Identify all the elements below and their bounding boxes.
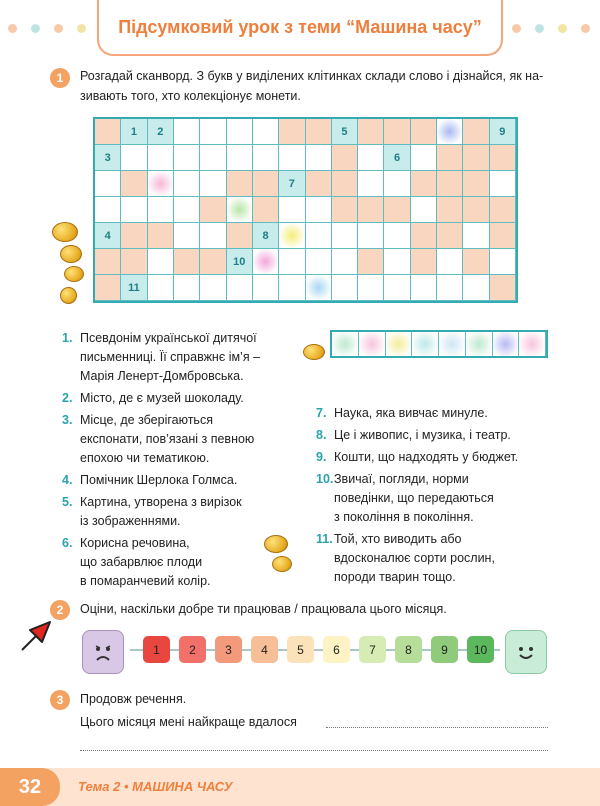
- highlighted-cell[interactable]: [437, 119, 463, 145]
- grid-cell[interactable]: [306, 119, 332, 145]
- grid-cell[interactable]: [253, 197, 279, 223]
- answer-letter-cell[interactable]: [332, 332, 359, 356]
- grid-cell[interactable]: [95, 171, 121, 197]
- answer-line-2[interactable]: [80, 750, 548, 751]
- grid-cell[interactable]: [279, 249, 305, 275]
- clue-text: Картина, утворена з вирізок із зображеннями.: [80, 495, 242, 528]
- grid-clue-cell[interactable]: 1: [121, 119, 147, 145]
- coin-icon: [60, 287, 77, 304]
- clue-number: 1.: [62, 331, 73, 345]
- clue-item: [62, 411, 254, 468]
- clue-item: [316, 404, 488, 423]
- clue-text: Звичаї, погляди, норми поведінки, що передаються з покоління в покоління.: [334, 472, 494, 524]
- clue-number: 11.: [316, 532, 333, 546]
- coin-icon: [64, 266, 84, 282]
- grid-cell[interactable]: [174, 223, 200, 249]
- grid-cell[interactable]: [148, 275, 174, 301]
- clue-text: Місто, де є музей шоколаду.: [80, 391, 244, 405]
- grid-cell[interactable]: [384, 197, 410, 223]
- grid-cell[interactable]: [227, 223, 253, 249]
- grid-cell[interactable]: [411, 145, 437, 171]
- grid-cell[interactable]: [358, 223, 384, 249]
- task-2-instructions: Оціни, наскільки добре ти працював / працювала цього місяця.: [80, 602, 447, 616]
- grid-cell[interactable]: [95, 249, 121, 275]
- grid-cell[interactable]: [490, 171, 516, 197]
- grid-cell[interactable]: [437, 275, 463, 301]
- self-assessment-scale[interactable]: [143, 636, 494, 663]
- grid-cell[interactable]: [358, 249, 384, 275]
- grid-clue-cell[interactable]: 10: [227, 249, 253, 275]
- scale-option-8[interactable]: 8: [395, 636, 422, 663]
- clue-number: 2.: [62, 391, 73, 405]
- grid-cell[interactable]: [384, 249, 410, 275]
- task-1-number: 1: [50, 68, 70, 88]
- grid-cell[interactable]: [437, 197, 463, 223]
- clue-number: 4.: [62, 473, 73, 487]
- task-3-sentence: Цього місяця мені найкраще вдалося: [80, 715, 297, 729]
- answer-letter-cell[interactable]: [439, 332, 466, 356]
- grid-cell[interactable]: [490, 197, 516, 223]
- arrow-pointer-icon: [16, 616, 56, 656]
- clue-item: [62, 471, 237, 490]
- grid-cell[interactable]: [411, 249, 437, 275]
- scale-option-3[interactable]: 3: [215, 636, 242, 663]
- grid-cell[interactable]: [148, 223, 174, 249]
- clue-text: Кошти, що надходять у бюджет.: [334, 450, 519, 464]
- scale-option-5[interactable]: 5: [287, 636, 314, 663]
- grid-cell[interactable]: [332, 223, 358, 249]
- grid-cell[interactable]: [227, 145, 253, 171]
- grid-cell[interactable]: [332, 171, 358, 197]
- grid-cell[interactable]: [227, 275, 253, 301]
- grid-cell[interactable]: [121, 197, 147, 223]
- grid-cell[interactable]: [358, 197, 384, 223]
- coin-icon: [60, 245, 82, 263]
- grid-cell[interactable]: [490, 145, 516, 171]
- grid-cell[interactable]: [95, 275, 121, 301]
- grid-cell[interactable]: [411, 197, 437, 223]
- grid-clue-cell[interactable]: 3: [95, 145, 121, 171]
- grid-cell[interactable]: [411, 119, 437, 145]
- decorative-dots-right: [512, 24, 600, 33]
- task-3-instructions: Продовж речення.: [80, 692, 187, 706]
- clue-item: [316, 448, 518, 467]
- coin-icon: [264, 535, 288, 553]
- grid-cell[interactable]: [200, 171, 226, 197]
- scale-option-4[interactable]: 4: [251, 636, 278, 663]
- answer-letter-cell[interactable]: [519, 332, 546, 356]
- grid-cell[interactable]: [121, 145, 147, 171]
- grid-cell[interactable]: [437, 171, 463, 197]
- answer-letter-cell[interactable]: [359, 332, 386, 356]
- grid-cell[interactable]: [174, 249, 200, 275]
- grid-cell[interactable]: [174, 145, 200, 171]
- grid-cell[interactable]: [358, 119, 384, 145]
- answer-strip[interactable]: [330, 330, 548, 358]
- highlighted-cell[interactable]: [227, 197, 253, 223]
- clue-text: Місце, де зберігаються експонати, пов’язані з певною епохою чи тематикою.: [80, 413, 255, 465]
- grid-cell[interactable]: [384, 171, 410, 197]
- grid-cell[interactable]: [306, 223, 332, 249]
- task-2-number: 2: [50, 600, 70, 620]
- clue-text: Наука, яка вивчає минуле.: [334, 406, 488, 420]
- grid-cell[interactable]: [463, 119, 489, 145]
- grid-cell[interactable]: [411, 275, 437, 301]
- highlighted-cell[interactable]: [279, 223, 305, 249]
- grid-cell[interactable]: [306, 171, 332, 197]
- clue-number: 6.: [62, 536, 73, 550]
- answer-letter-cell[interactable]: [493, 332, 520, 356]
- grid-cell[interactable]: [463, 171, 489, 197]
- grid-cell[interactable]: [279, 197, 305, 223]
- grid-cell[interactable]: [174, 275, 200, 301]
- scale-option-1[interactable]: 1: [143, 636, 170, 663]
- grid-cell[interactable]: [463, 197, 489, 223]
- grid-clue-cell[interactable]: 5: [332, 119, 358, 145]
- grid-cell[interactable]: [358, 171, 384, 197]
- grid-cell[interactable]: [279, 275, 305, 301]
- scale-option-7[interactable]: 7: [359, 636, 386, 663]
- grid-cell[interactable]: [358, 275, 384, 301]
- grid-cell[interactable]: [200, 275, 226, 301]
- grid-cell[interactable]: [148, 249, 174, 275]
- grid-cell[interactable]: [200, 249, 226, 275]
- footer-topic: Тема 2 • МАШИНА ЧАСУ: [78, 779, 233, 794]
- highlighted-cell[interactable]: [253, 249, 279, 275]
- grid-cell[interactable]: [95, 197, 121, 223]
- grid-cell[interactable]: [174, 197, 200, 223]
- clue-text: Корисна речовина, що забарвлює плоди в помаранчевий колір.: [80, 536, 211, 588]
- grid-clue-cell[interactable]: 8: [253, 223, 279, 249]
- grid-clue-cell[interactable]: 9: [490, 119, 516, 145]
- grid-cell[interactable]: [227, 171, 253, 197]
- grid-cell[interactable]: [358, 145, 384, 171]
- grid-cell[interactable]: [279, 145, 305, 171]
- grid-cell[interactable]: [463, 223, 489, 249]
- grid-cell[interactable]: [200, 145, 226, 171]
- grid-clue-cell[interactable]: 2: [148, 119, 174, 145]
- scale-option-9[interactable]: 9: [431, 636, 458, 663]
- sad-face-icon: [82, 630, 124, 674]
- grid-cell[interactable]: [306, 145, 332, 171]
- scale-option-2[interactable]: 2: [179, 636, 206, 663]
- grid-cell[interactable]: [200, 197, 226, 223]
- coin-icon: [52, 222, 78, 242]
- answer-line-1[interactable]: [326, 727, 548, 728]
- grid-cell[interactable]: [306, 249, 332, 275]
- grid-cell[interactable]: [411, 223, 437, 249]
- grid-cell[interactable]: [384, 119, 410, 145]
- grid-cell[interactable]: [463, 249, 489, 275]
- clue-number: 5.: [62, 495, 73, 509]
- task-1-line-1: Розгадай сканворд. З букв у виділених клітинках склади слово і дізнайся, як на-: [80, 69, 544, 83]
- grid-cell[interactable]: [121, 223, 147, 249]
- grid-cell[interactable]: [121, 171, 147, 197]
- grid-cell[interactable]: [490, 249, 516, 275]
- grid-clue-cell[interactable]: 7: [279, 171, 305, 197]
- grid-cell[interactable]: [332, 275, 358, 301]
- grid-cell[interactable]: [437, 145, 463, 171]
- grid-cell[interactable]: [384, 275, 410, 301]
- grid-cell[interactable]: [463, 145, 489, 171]
- grid-cell[interactable]: [253, 275, 279, 301]
- scale-option-6[interactable]: 6: [323, 636, 350, 663]
- answer-letter-cell[interactable]: [412, 332, 439, 356]
- grid-cell[interactable]: [200, 223, 226, 249]
- coin-icon: [303, 344, 325, 360]
- grid-cell[interactable]: [148, 197, 174, 223]
- answer-letter-cell[interactable]: [386, 332, 413, 356]
- coin-icon: [272, 556, 292, 572]
- grid-cell[interactable]: [490, 275, 516, 301]
- grid-cell[interactable]: [253, 171, 279, 197]
- grid-cell[interactable]: [384, 223, 410, 249]
- happy-face-icon: [505, 630, 547, 674]
- grid-cell[interactable]: [490, 223, 516, 249]
- grid-cell[interactable]: [332, 249, 358, 275]
- grid-cell[interactable]: [253, 145, 279, 171]
- clue-item: [62, 389, 244, 408]
- task-3-number: 3: [50, 690, 70, 710]
- clue-item: [316, 426, 511, 445]
- grid-cell[interactable]: [200, 119, 226, 145]
- clue-number: 9.: [316, 450, 327, 464]
- grid-cell[interactable]: [437, 249, 463, 275]
- grid-cell[interactable]: [174, 119, 200, 145]
- clue-item: [316, 530, 495, 587]
- highlighted-cell[interactable]: [148, 171, 174, 197]
- page-title-text: Підсумковий урок з теми “Машина часу”: [118, 16, 482, 37]
- grid-cell[interactable]: [437, 223, 463, 249]
- grid-cell[interactable]: [121, 249, 147, 275]
- grid-cell[interactable]: [411, 171, 437, 197]
- task-1-line-2: зивають того, хто колекціонує монети.: [80, 89, 301, 103]
- answer-letter-cell[interactable]: [466, 332, 493, 356]
- scale-option-10[interactable]: 10: [467, 636, 494, 663]
- clue-number: 3.: [62, 413, 73, 427]
- grid-clue-cell[interactable]: 6: [384, 145, 410, 171]
- grid-cell[interactable]: [279, 119, 305, 145]
- clue-number: 7.: [316, 406, 327, 420]
- clue-text: Той, хто виводить або вдосконалює сорти рослин, породи тварин тощо.: [334, 532, 495, 584]
- grid-clue-cell[interactable]: 11: [121, 275, 147, 301]
- grid-clue-cell[interactable]: 4: [95, 223, 121, 249]
- clue-number: 10.: [316, 472, 334, 486]
- grid-cell[interactable]: [148, 145, 174, 171]
- grid-cell[interactable]: [227, 119, 253, 145]
- clue-text: Це і живопис, і музика, і театр.: [334, 428, 511, 442]
- clue-item: [62, 329, 260, 386]
- grid-cell[interactable]: [332, 145, 358, 171]
- clue-text: Помічник Шерлока Голмса.: [80, 473, 238, 487]
- page-number: 32: [0, 768, 60, 806]
- grid-cell[interactable]: [174, 171, 200, 197]
- highlighted-cell[interactable]: [306, 275, 332, 301]
- clue-number: 8.: [316, 428, 327, 442]
- grid-cell[interactable]: [306, 197, 332, 223]
- clue-item: [62, 493, 242, 531]
- clue-item: [316, 470, 494, 527]
- grid-cell[interactable]: [332, 197, 358, 223]
- page-title: [97, 0, 503, 56]
- grid-cell[interactable]: [253, 119, 279, 145]
- clue-text: Псевдонім української дитячої письменниці. Її справжнє ім’я – Марія Ленерт-Домбровська.: [80, 331, 261, 383]
- scanword-grid[interactable]: [93, 117, 518, 303]
- grid-cell[interactable]: [95, 119, 121, 145]
- clue-item: [62, 534, 211, 591]
- grid-cell[interactable]: [463, 275, 489, 301]
- task-1-instructions: [80, 66, 560, 106]
